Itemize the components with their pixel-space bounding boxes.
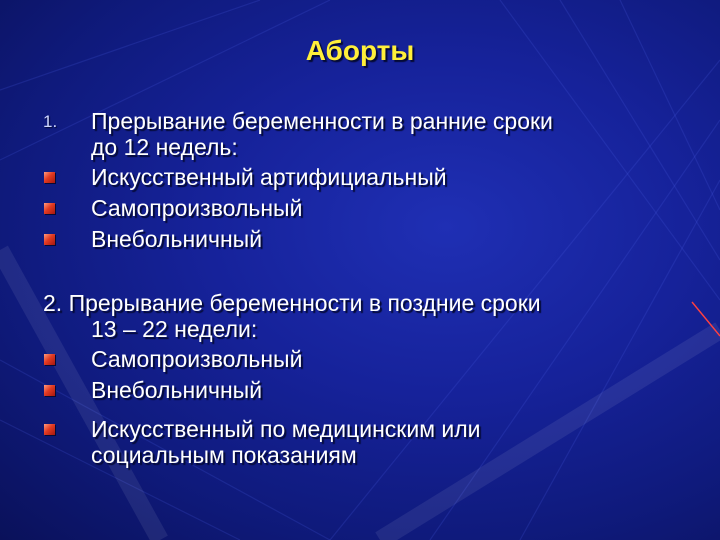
red-square-bullet-icon xyxy=(44,203,55,214)
list-item: Искусственный по медицинским или xyxy=(91,416,481,442)
list-item: Самопроизвольный xyxy=(91,195,303,221)
section1-heading-line1: Прерывание беременности в ранние сроки xyxy=(91,108,553,134)
list-item: Самопроизвольный xyxy=(91,346,303,372)
list-item-continuation: социальным показаниям xyxy=(91,442,357,468)
list-item: Внебольничный xyxy=(91,226,263,252)
section1-heading-line2: до 12 недель: xyxy=(91,134,238,160)
red-accent-line xyxy=(690,300,720,340)
red-square-bullet-icon xyxy=(44,172,55,183)
red-square-bullet-icon xyxy=(44,234,55,245)
slide-title: Аборты xyxy=(305,35,415,66)
list-item: Искусственный артифициальный xyxy=(91,164,447,190)
section2-heading-line2: 13 – 22 недели: xyxy=(91,316,258,342)
red-square-bullet-icon xyxy=(44,354,55,365)
section2-heading-line1: 2. Прерывание беременности в поздние сроки xyxy=(43,290,541,316)
list-item: Внебольничный xyxy=(91,377,263,403)
red-square-bullet-icon xyxy=(44,424,55,435)
red-square-bullet-icon xyxy=(44,385,55,396)
list-number: 1. xyxy=(43,112,58,131)
